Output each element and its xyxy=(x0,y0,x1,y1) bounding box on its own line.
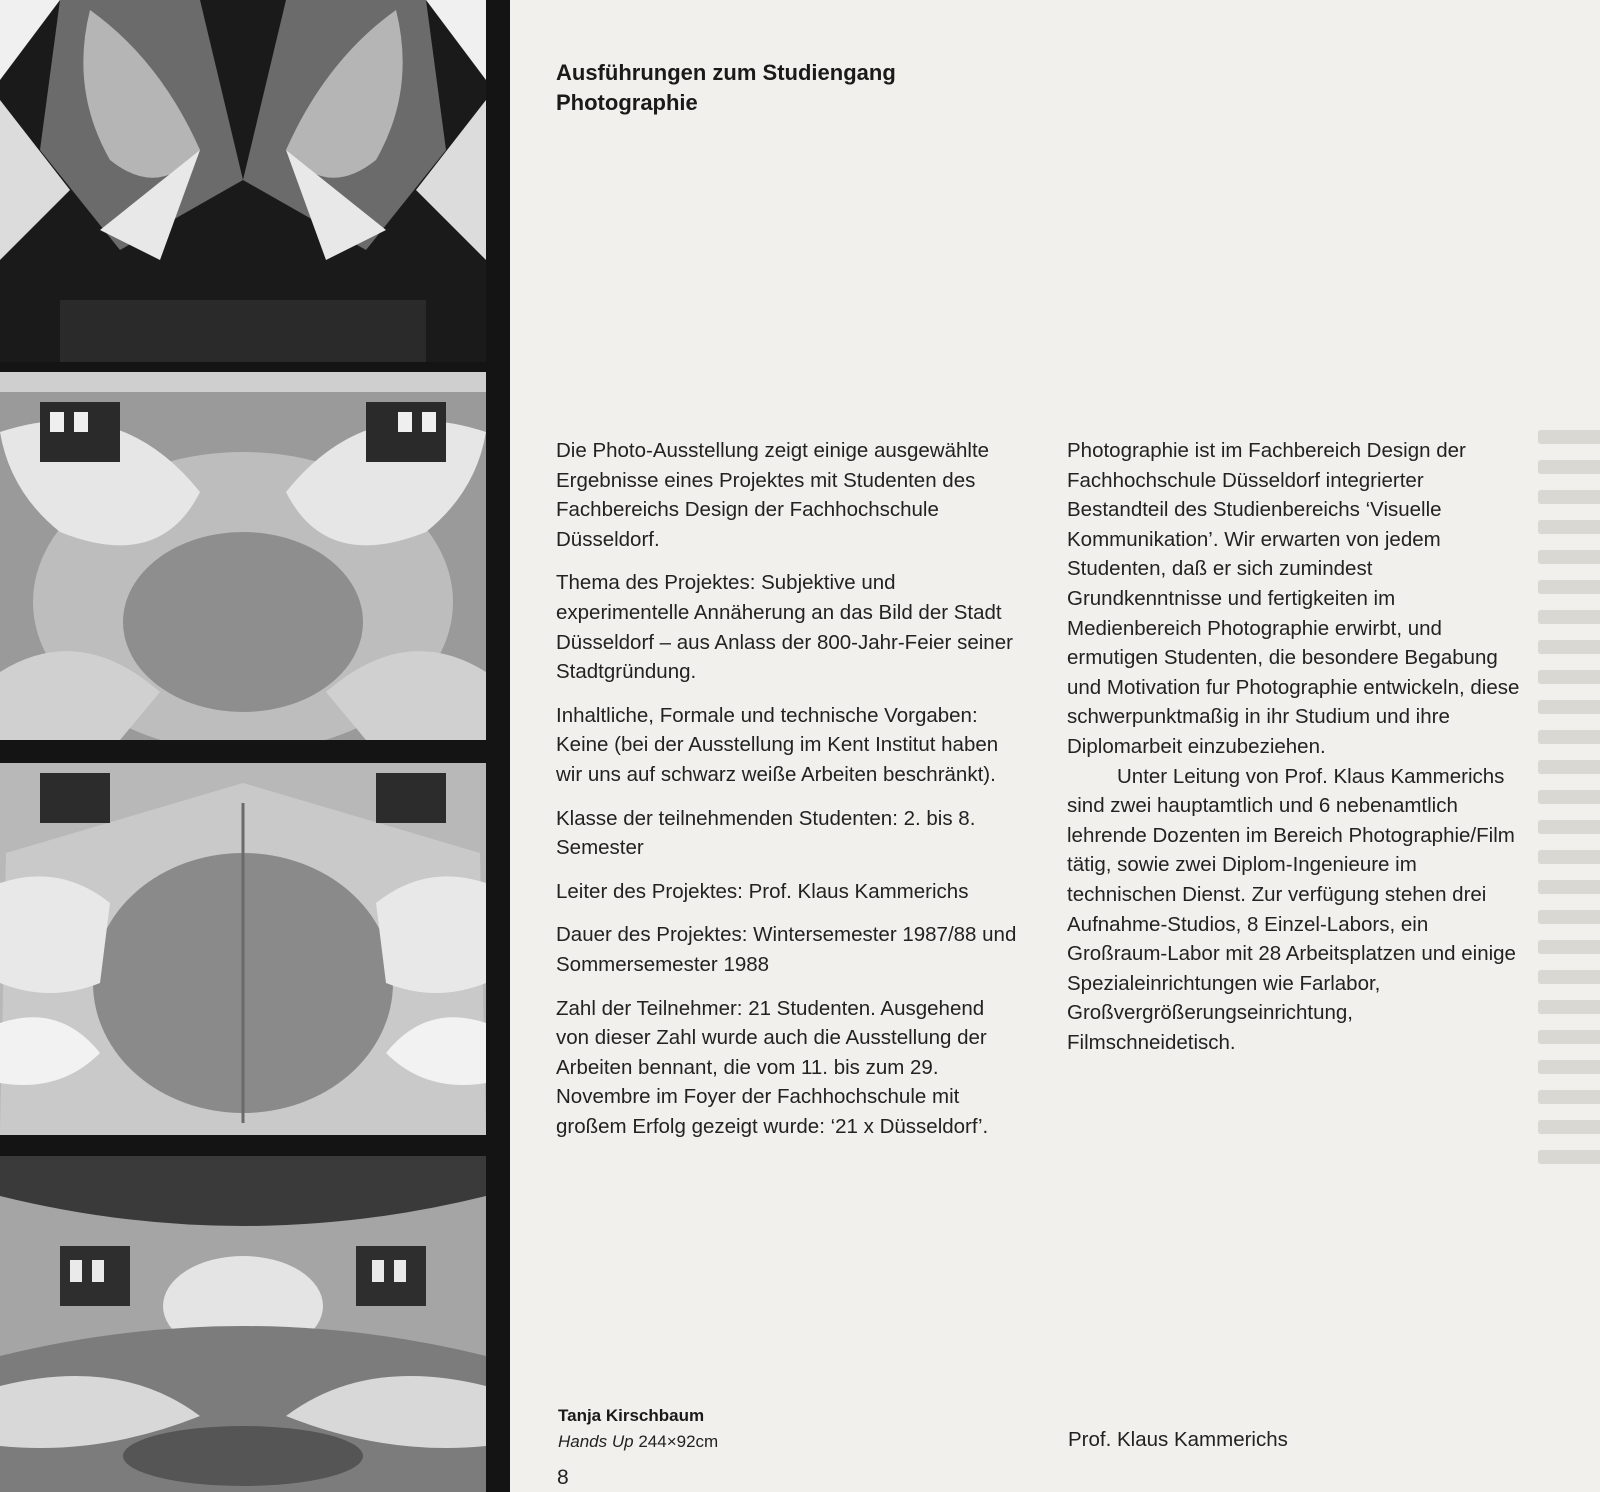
caption-work xyxy=(558,1432,718,1452)
page-number: 8 xyxy=(557,1466,569,1489)
page-heading xyxy=(556,58,1116,118)
photo-panel-4 xyxy=(0,1156,486,1492)
paragraph-requirements: Inhaltliche, Formale und technische Vorgaben: Keine (bei der Ausstellung im Kent Institut haben wir uns auf schwarz weiße Arbeiten beschränkt). xyxy=(556,703,999,786)
paragraph-staff: Unter Leitung von Prof. Klaus Kammerichs sind zwei hauptamtlich und 6 nebenamtlich lehrende Dozenten im Bereich Photographie/Film tätig, sowie zwei Diplom-Ingenieure im technischen Dienst. Zur verfügung stehen drei Aufnahme-Studios, 8 Einzel-Labors, ein Großraum-Labor mit 28 Arbeitsplatzen und einige Spezialeinrichtungen wie Farlabor, Großvergrößerungseinrichtung, Filmschneidetisch. xyxy=(1067,764,1516,1054)
photo-panel-1 xyxy=(0,0,486,362)
photo-panel-3 xyxy=(0,763,486,1135)
caption-title: Hands Up xyxy=(558,1432,634,1451)
right-text-column xyxy=(1067,436,1527,1057)
paragraph-duration: Dauer des Projektes: Wintersemester 1987/88 und Sommersemester 1988 xyxy=(556,923,1017,976)
paragraph-leader: Leiter des Projektes: Prof. Klaus Kammerichs xyxy=(556,879,969,903)
heading-line-1: Ausführungen zum Studiengang xyxy=(556,60,896,85)
left-text-column xyxy=(556,436,1018,1155)
caption-dimensions: 244×92cm xyxy=(638,1432,719,1451)
paragraph-intro: Die Photo-Ausstellung zeigt einige ausgewählte Ergebnisse eines Projektes mit Studenten des Fachbereichs Design der Fachhochschule Düsseldorf. xyxy=(556,439,990,551)
paragraph-program: Photographie ist im Fachbereich Design der Fachhochschule Düsseldorf integrierter Bestandteil des Studienbereichs ‘Visuelle Kommunikation’. Wir erwarten von jedem Studenten, daß er sich zumindest Grundkenntnisse und fertigkeiten im Medienbereich Photographie erwirbt, und ermutigen Studenten, die besondere Begabung und Motivation fur Photographie entwickeln, diese schwerpunktmaßig in ihr Studium und ihre Diplomarbeit einzubeziehen. xyxy=(1067,439,1520,758)
caption-artist: Tanja Kirschbaum xyxy=(558,1406,705,1425)
photo-panel-2 xyxy=(0,372,486,740)
photo-strip xyxy=(0,0,510,1492)
paragraph-participants: Zahl der Teilnehmer: 21 Studenten. Ausgehend von dieser Zahl wurde auch die Ausstellung der Arbeiten bennant, die vom 11. bis zum 29. Novembre im Foyer der Fachhochschule mit großem Erfolg gezeigt wurde: ‘21 x Düsseldorf’. xyxy=(556,996,989,1138)
bleed-through-text xyxy=(1538,430,1600,1180)
author-signature: Prof. Klaus Kammerichs xyxy=(1068,1428,1288,1451)
paragraph-theme: Thema des Projektes: Subjektive und experimentelle Annäherung an das Bild der Stadt Düsseldorf – aus Anlass der 800-Jahr-Feier seiner Stadtgründung. xyxy=(556,571,1013,684)
paragraph-class: Klasse der teilnehmenden Studenten: 2. bis 8. Semester xyxy=(556,806,976,860)
heading-line-2: Photographie xyxy=(556,90,698,115)
